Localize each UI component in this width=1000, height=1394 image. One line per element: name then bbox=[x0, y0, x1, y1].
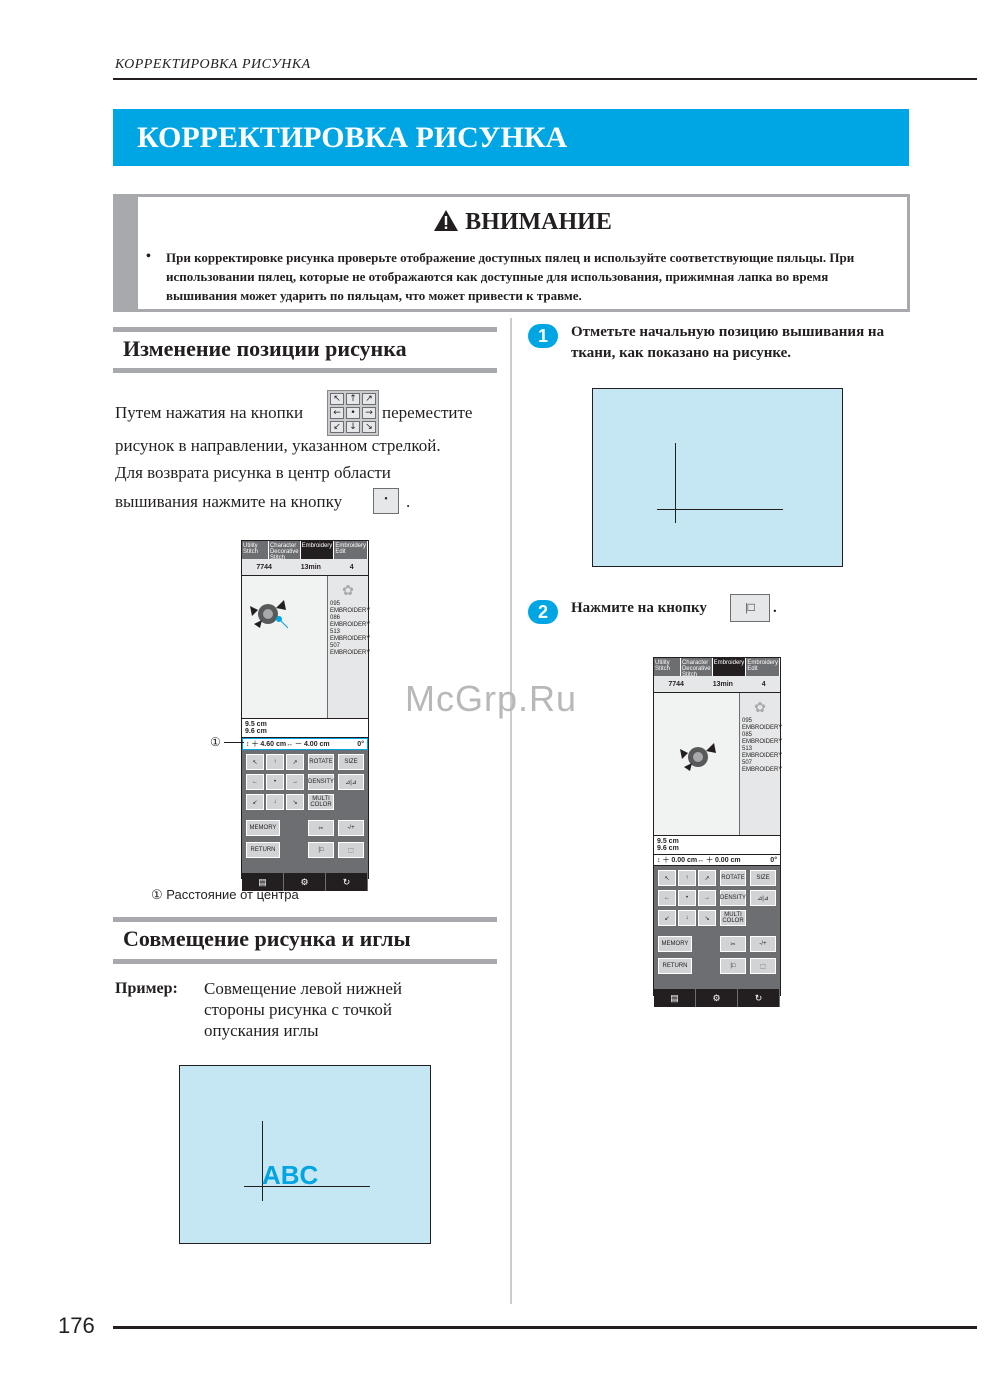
screen2-size-row bbox=[654, 836, 780, 855]
key-down-right[interactable]: ↘ bbox=[286, 794, 304, 810]
key-center[interactable]: • bbox=[678, 890, 696, 906]
alignment-illustration bbox=[179, 1065, 431, 1244]
multicolor-button[interactable]: MULTI COLOR bbox=[308, 794, 334, 810]
screen2-control-panel bbox=[654, 866, 780, 989]
tab-embroidery-edit[interactable]: Embroidery Edit bbox=[334, 541, 368, 559]
arrow-down-icon: ↓ bbox=[346, 421, 360, 433]
density-button[interactable]: DENSITY bbox=[308, 774, 334, 790]
section1-title: Изменение позиции рисунка bbox=[123, 336, 407, 361]
size-height: 9.6 cm bbox=[657, 845, 679, 852]
vertical-mark-line bbox=[675, 443, 676, 523]
start-point-button[interactable]: |□ bbox=[308, 842, 334, 858]
example-label: Пример: bbox=[115, 980, 178, 997]
start-point-button[interactable]: |□ bbox=[720, 958, 746, 974]
key-down-left[interactable]: ↙ bbox=[246, 794, 264, 810]
mirror-button[interactable]: ⊿|⊿ bbox=[750, 890, 776, 906]
tension-button[interactable]: -/+ bbox=[750, 936, 776, 952]
memory-button[interactable]: MEMORY bbox=[658, 936, 692, 952]
arrow-down-right-icon: ↘ bbox=[362, 421, 376, 433]
section1-text-line3: Для возврата рисунка в центр области bbox=[115, 463, 391, 482]
stitch-count: 7744 bbox=[668, 680, 684, 688]
step2-text: Нажмите на кнопку bbox=[571, 600, 707, 616]
key-up[interactable]: ↑ bbox=[266, 754, 284, 770]
color-count: 4 bbox=[349, 563, 354, 571]
section1-text-part1: Путем нажатия на кнопки bbox=[115, 403, 304, 422]
section1-rule-bottom bbox=[113, 368, 497, 373]
section1-text-line4: вышивания нажмите на кнопку bbox=[115, 492, 343, 511]
warning-title: ВНИМАНИЕ bbox=[465, 209, 612, 235]
warning-text: При корректировке рисунка проверьте отображение доступных пялец и используйте соответствующие пяльцы. При использовании пялец, которые не отображаются как доступные для использования, прижимная лапка во время вышивания может ударить по пяльцам, что может привести к травме. bbox=[166, 250, 855, 303]
screen1-control-panel bbox=[242, 750, 368, 873]
screen2-work-area bbox=[654, 693, 783, 836]
density-button[interactable]: DENSITY bbox=[720, 890, 746, 906]
warning-bullet: • bbox=[146, 249, 151, 264]
thread-3[interactable]: 513 EMBROIDERY bbox=[742, 746, 783, 759]
key-left[interactable]: ← bbox=[246, 774, 264, 790]
key-up[interactable]: ↑ bbox=[678, 870, 696, 886]
tab-utility[interactable]: Utility Stitch bbox=[242, 541, 269, 559]
step1-text: Отметьте начальную позицию вышивания на ткани, как показано на рисунке. bbox=[571, 324, 885, 361]
footer-settings-icon[interactable]: ↻ bbox=[326, 873, 368, 891]
key-center[interactable]: • bbox=[266, 774, 284, 790]
watermark: McGrp.Ru bbox=[405, 678, 578, 719]
arrow-up-right-icon: ↗ bbox=[362, 393, 376, 405]
section1-text-line2: рисунок в направлении, указанном стрелкой. bbox=[115, 436, 441, 455]
offset-value: ↕ ＋ 0.00 cm↔ ＋ 0.00 cm bbox=[657, 857, 741, 864]
footer-machine-icon[interactable]: ⚙ bbox=[284, 873, 326, 891]
key-up-left[interactable]: ↖ bbox=[246, 754, 264, 770]
memory-button[interactable]: MEMORY bbox=[246, 820, 280, 836]
column-divider bbox=[510, 318, 512, 1304]
rose-pattern-icon bbox=[246, 594, 292, 632]
key-down-left[interactable]: ↙ bbox=[658, 910, 676, 926]
screen1-caption: ① Расстояние от центра bbox=[151, 887, 299, 902]
page-number: 176 bbox=[58, 1313, 95, 1338]
mark-illustration bbox=[592, 388, 843, 567]
key-up-right[interactable]: ↗ bbox=[286, 754, 304, 770]
color-count: 4 bbox=[761, 680, 766, 688]
size-height: 9.6 cm bbox=[245, 728, 267, 735]
angle-value: 0° bbox=[770, 856, 777, 864]
lcd-screen-1 bbox=[241, 540, 371, 887]
center-button-icon: • bbox=[373, 488, 399, 514]
footer-rule bbox=[113, 1326, 977, 1329]
footer-settings-icon[interactable]: ↻ bbox=[738, 989, 780, 1007]
screen1-work-area bbox=[242, 576, 371, 719]
thread-2[interactable]: 085 EMBROIDERY bbox=[742, 732, 783, 745]
section1-rule-top bbox=[113, 327, 497, 332]
step2-number: 2 bbox=[528, 600, 558, 624]
screen2-thread-list bbox=[740, 693, 783, 835]
key-up-left[interactable]: ↖ bbox=[658, 870, 676, 886]
footer-manual-icon[interactable]: ▤ bbox=[654, 989, 696, 1007]
section2-rule-bottom bbox=[113, 959, 497, 964]
start-point-button-icon: |□ bbox=[730, 594, 770, 622]
callout-line bbox=[224, 742, 244, 743]
key-down-right[interactable]: ↘ bbox=[698, 910, 716, 926]
arrow-up-icon: ↑ bbox=[346, 393, 360, 405]
rose-pattern-icon bbox=[676, 737, 722, 775]
return-button[interactable]: RETURN bbox=[246, 842, 280, 858]
size-width: 9.5 cm bbox=[245, 721, 267, 728]
size-button[interactable]: SIZE bbox=[338, 754, 364, 770]
rose-thumbnail-icon: ✿ bbox=[754, 699, 766, 715]
size-width: 9.5 cm bbox=[657, 838, 679, 845]
running-header: КОРРЕКТИРОВКА РИСУНКА bbox=[115, 57, 311, 72]
tab-embroidery[interactable]: Embroidery bbox=[713, 658, 747, 676]
header-rule bbox=[113, 78, 977, 80]
screen1-canvas bbox=[242, 576, 328, 718]
screen2-canvas bbox=[654, 693, 740, 835]
footer-manual-icon[interactable]: ▤ bbox=[242, 873, 284, 891]
key-left[interactable]: ← bbox=[658, 890, 676, 906]
tension-button[interactable]: -/+ bbox=[338, 820, 364, 836]
rotate-button[interactable]: ROTATE bbox=[308, 754, 334, 770]
footer-machine-icon[interactable]: ⚙ bbox=[696, 989, 738, 1007]
screen2-footer bbox=[654, 989, 780, 1007]
return-button[interactable]: RETURN bbox=[658, 958, 692, 974]
screen1-offset-row bbox=[242, 738, 368, 750]
screen1-tabs bbox=[242, 541, 368, 559]
rose-thumbnail-icon: ✿ bbox=[342, 582, 354, 598]
abc-pattern: ABC bbox=[262, 1160, 319, 1190]
mirror-button[interactable]: ⊿|⊿ bbox=[338, 774, 364, 790]
section1-text-end: . bbox=[406, 492, 411, 511]
thread-1[interactable]: 095 EMBROIDERY bbox=[742, 718, 783, 731]
arrow-left-icon: ← bbox=[330, 407, 344, 419]
thread-3[interactable]: 513 EMBROIDERY bbox=[330, 629, 371, 642]
horizontal-mark-line bbox=[657, 509, 783, 510]
trial-button[interactable]: ⬚ bbox=[338, 842, 364, 858]
key-down[interactable]: ↓ bbox=[678, 910, 696, 926]
screen2-offset-row bbox=[654, 855, 780, 866]
key-up-right[interactable]: ↗ bbox=[698, 870, 716, 886]
angle-value: 0° bbox=[357, 740, 364, 748]
thread-1[interactable]: 095 EMBROIDERY bbox=[330, 601, 371, 614]
screen2-info bbox=[654, 676, 780, 693]
tab-utility[interactable]: Utility Stitch bbox=[654, 658, 681, 676]
section1-text-part2: переместите bbox=[382, 403, 473, 422]
key-down[interactable]: ↓ bbox=[266, 794, 284, 810]
arrow-right-icon: → bbox=[362, 407, 376, 419]
section2-title: Совмещение рисунка и иглы bbox=[123, 926, 411, 951]
section2-rule-top bbox=[113, 917, 497, 922]
tab-embroidery[interactable]: Embroidery bbox=[301, 541, 335, 559]
arrow-down-left-icon: ↙ bbox=[330, 421, 344, 433]
offset-value: ↕ ＋ 4.60 cm↔ － 4.00 cm bbox=[246, 741, 330, 748]
rotate-button[interactable]: ROTATE bbox=[720, 870, 746, 886]
arrow-up-left-icon: ↖ bbox=[330, 393, 344, 405]
callout-1: ① bbox=[210, 735, 221, 749]
screen1-info bbox=[242, 559, 368, 576]
warning-strip bbox=[116, 197, 138, 309]
cut-button[interactable]: ✂ bbox=[308, 820, 334, 836]
example-text: Совмещение левой нижней стороны рисунка с точкой опускания иглы bbox=[204, 979, 402, 1040]
warning-box bbox=[113, 194, 910, 312]
screen2-tabs bbox=[654, 658, 780, 676]
time-value: 13min bbox=[712, 680, 733, 688]
time-value: 13min bbox=[300, 563, 321, 571]
screen1-thread-list bbox=[328, 576, 371, 718]
step1-number: 1 bbox=[528, 324, 558, 348]
thread-4[interactable]: 507 EMBROIDERY bbox=[330, 643, 371, 656]
key-right[interactable]: → bbox=[286, 774, 304, 790]
step2-text-end: . bbox=[773, 600, 777, 616]
thread-2[interactable]: 086 EMBROIDERY bbox=[330, 615, 371, 628]
screen1-size-row bbox=[242, 719, 368, 738]
warning-heading bbox=[138, 209, 907, 236]
warning-triangle-icon bbox=[433, 209, 459, 232]
trial-button[interactable]: ⬚ bbox=[750, 958, 776, 974]
size-button[interactable]: SIZE bbox=[750, 870, 776, 886]
arrow-buttons-icon bbox=[327, 390, 379, 436]
key-right[interactable]: → bbox=[698, 890, 716, 906]
multicolor-button[interactable]: MULTI COLOR bbox=[720, 910, 746, 926]
page-title: КОРРЕКТИРОВКА РИСУНКА bbox=[113, 109, 909, 166]
cut-button[interactable]: ✂ bbox=[720, 936, 746, 952]
center-dot-icon: • bbox=[346, 407, 360, 419]
stitch-count: 7744 bbox=[256, 563, 272, 571]
thread-4[interactable]: 507 EMBROIDERY bbox=[742, 760, 783, 773]
lcd-screen-2 bbox=[653, 657, 783, 1003]
tab-character[interactable]: Character Decorative Stitch bbox=[681, 660, 711, 678]
tab-embroidery-edit[interactable]: Embroidery Edit bbox=[746, 658, 780, 676]
tab-character[interactable]: Character Decorative Stitch bbox=[269, 543, 299, 561]
